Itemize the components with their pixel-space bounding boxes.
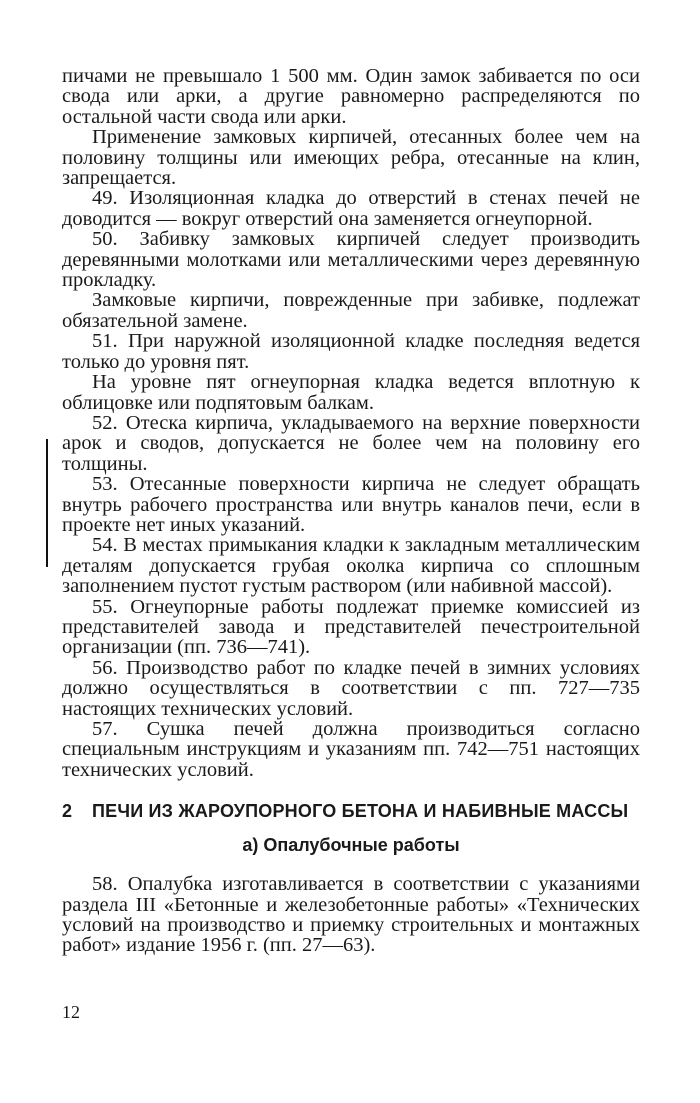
- paragraph-p11: 56. Производство работ по кладке печей в зимних условиях должно осуществляться в соответствии с пп. 727—735 настоящих технических условий.: [62, 656, 640, 720]
- page-number: 12: [62, 1002, 80, 1022]
- paragraph-p7: 52. Отеска кирпича, укладываемого на верхние поверхности арок и сводов, допускается не более чем на половину его толщины.: [62, 411, 640, 475]
- paragraph-p12: 57. Сушка печей должна производиться согласно специальным инструкциям и указаниям пп. 742—751 настоящих технических условий.: [62, 718, 640, 781]
- paragraph-p8: 53. Отесанные поверхности кирпича не следует обращать внутрь рабочего пространства или внутрь каналов печи, если в проекте нет иных указаний.: [62, 473, 640, 536]
- paragraph-p9: 54. В местах примыкания кладки к закладным металлическим деталям допускается грубая околка кирпича со сплошным заполнением пустот густым раствором (или набивной массой).: [62, 534, 640, 598]
- paragraph-p5: 51. При наружной изоляционной кладке последняя ведется только до уровня пят.: [62, 330, 640, 373]
- section-title: ПЕЧИ ИЗ ЖАРОУПОРНОГО БЕТОНА И НАБИВНЫЕ МАССЫ: [92, 801, 629, 822]
- paragraph-p0: пичами не превышало 1 500 мм. Один замок забивается по оси свода или арки, а другие равномерно распределяются по остальной части свода или арки.: [62, 65, 640, 128]
- section-subtitle: а) Опалубочные работы: [242, 835, 460, 856]
- section-number: 2: [62, 801, 73, 822]
- paragraph-p4: Замковые кирпичи, поврежденные при забивке, подлежат обязательной замене.: [62, 289, 640, 332]
- page-body: [62, 66, 640, 956]
- paragraph-p10: 55. Огнеупорные работы подлежат приемке комиссией из представителей завода и представителей печестроительной организации (пп. 736—741).: [62, 595, 640, 659]
- paragraph-p13: 58. Опалубка изготавливается в соответствии с указаниями раздела III «Бетонные и железобетонные работы» «Технических условий на производство и приемку строительных и монтажных работ» издание 1956 г. (пп. 27—63).: [62, 873, 640, 957]
- paragraph-p2: 49. Изоляционная кладка до отверстий в стенах печей не доводится — вокруг отверстий она заменяется огнеупорной.: [62, 187, 640, 230]
- paragraph-p3: 50. Забивку замковых кирпичей следует производить деревянными молотками или металлическими через деревянную прокладку.: [62, 228, 640, 292]
- paragraph-p6: На уровне пят огнеупорная кладка ведется вплотную к облицовке или подпятовым балкам.: [62, 371, 640, 414]
- margin-bar: [46, 439, 48, 567]
- paragraph-p1: Применение замковых кирпичей, отесанных более чем на половину толщины или имеющих ребра, отесанные на клин, запрещается.: [62, 126, 640, 190]
- paragraph-block-a: [62, 66, 640, 780]
- section-heading: [62, 800, 640, 822]
- paragraph-block-b: [62, 874, 640, 956]
